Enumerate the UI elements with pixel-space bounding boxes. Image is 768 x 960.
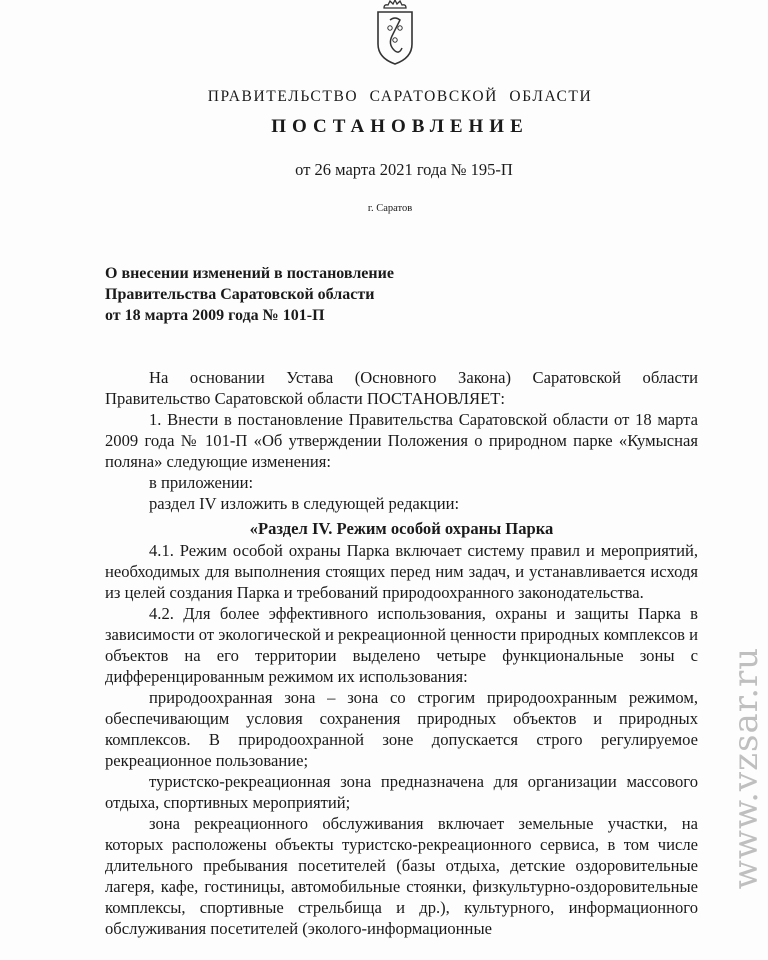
body-paragraph: зона рекреационного обслуживания включает земельные участки, на которых расположены объекты туристско-рекреационного сервиса, в том числе длительного пребывания посетителей (базы отдыха, детские оздоровительные лагеря, кафе, гостиницы, автомобильные стоянки, физкультурно-оздоровительные комплексы, спортивные стрельбища и др.), культурного, информационного обслуживания посетителей (эколого-информационные: [105, 814, 698, 938]
document-city: г. Саратов: [367, 203, 413, 214]
document-body: [105, 367, 698, 939]
body-paragraph: 4.2. Для более эффективного использования, охраны и защиты Парка в зависимости от экологической и рекреационной ценности природных комплексов и объектов на его территории выделено четыре функциональные зоны с дифференцированным режимом их использования:: [105, 604, 698, 686]
subject-line: О внесении изменений в постановление: [105, 265, 394, 282]
section-heading: «Раздел IV. Режим особой охраны Парка: [249, 519, 554, 538]
subject-line: от 18 марта 2009 года № 101-П: [105, 307, 325, 324]
site-watermark: [726, 580, 766, 955]
watermark-text: www.vzsar.ru: [726, 646, 766, 890]
body-paragraph: в приложении:: [149, 473, 254, 492]
body-paragraph: раздел IV изложить в следующей редакции:: [149, 494, 460, 513]
body-paragraph: природоохранная зона – зона со строгим природоохранным режимом, обеспечивающим условия сохранения природных объектов и природных комплексов. В природоохранной зоне допускается строго регулируемое рекреационное пользование;: [105, 688, 698, 770]
document-date-number: от 26 марта 2021 года № 195-П: [295, 160, 513, 179]
subject-line: Правительства Саратовской области: [105, 286, 375, 303]
body-paragraph: На основании Устава (Основного Закона) Саратовской области Правительство Саратовской области ПОСТАНОВЛЯЕТ:: [105, 368, 698, 408]
saratov-coat-of-arms-icon: [370, 0, 420, 66]
government-title: ПРАВИТЕЛЬСТВО САРАТОВСКОЙ ОБЛАСТИ: [207, 88, 593, 105]
body-paragraph: 1. Внести в постановление Правительства Саратовской области от 18 марта 2009 года № 101-П «Об утверждении Положения о природном парке «Кумысная поляна» следующие изменения:: [105, 410, 698, 471]
body-paragraph: 4.1. Режим особой охраны Парка включает систему правил и мероприятий, необходимых для выполнения стоящих перед ним задач, и устанавливается исходя из целей создания Парка и требований природоохранного законодательства.: [105, 541, 698, 602]
body-paragraph: туристско-рекреационная зона предназначена для организации массового отдыха, спортивных мероприятий;: [105, 772, 698, 812]
document-subject: [105, 263, 394, 326]
document-kind: ПОСТАНОВЛЕНИЕ: [271, 116, 529, 137]
